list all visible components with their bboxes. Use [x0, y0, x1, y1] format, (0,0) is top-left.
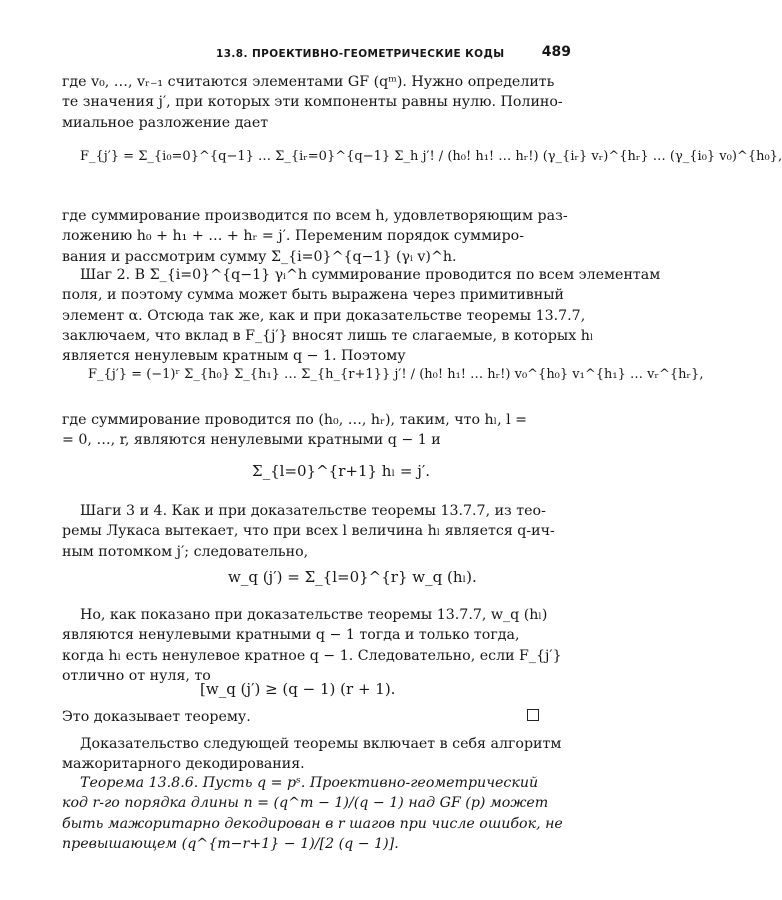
text-line: превышающем (q^{m−r+1} − 1)/[2 (q − 1)]. [62, 835, 399, 852]
paragraph-4 [62, 410, 542, 451]
paragraph-1 [62, 72, 563, 133]
text-line: когда hₗ есть ненулевое кратное q − 1. Следовательно, если F_{j′} [62, 647, 562, 664]
text-line: Теорема 13.8.6. Пусть q = pˢ. Проективно-геометрический [80, 775, 539, 791]
text-line: являются ненулевыми кратными q − 1 тогда и только тогда, [62, 627, 520, 644]
text-line: вания и рассмотрим сумму Σ_{i=0}^{q−1} (γᵢ v)^h. [62, 248, 457, 265]
text-line: отлично от нуля, то [62, 667, 211, 684]
paragraph-8 [62, 734, 562, 775]
text-line: заключаем, что вклад в F_{j′} вносят лишь те слагаемые, в которых hₗ [62, 327, 594, 344]
paragraph-2 [62, 206, 568, 267]
running-header [216, 44, 571, 66]
text-line: Шаг 2. В Σ_{i=0}^{q−1} γᵢ^h суммирование проводится по всем элементам [80, 267, 661, 283]
text-line: поля, и поэтому сумма может быть выражена через примитивный [62, 287, 564, 304]
text-line: ложению h₀ + h₁ + … + hᵣ = j′. Переменим порядок суммиро- [62, 228, 525, 245]
formula-5 [200, 680, 395, 698]
end-of-proof-mark [527, 709, 539, 721]
page-number: 489 [541, 44, 571, 60]
text-line: Но, как показано при доказательстве теоремы 13.7.7, w_q (hₗ) [80, 607, 548, 623]
section-title: 13.8. ПРОЕКТИВНО-ГЕОМЕТРИЧЕСКИЕ КОДЫ [216, 48, 505, 60]
text-line: те значения j′, при которых эти компоненты равны нулю. Полино- [62, 94, 563, 111]
text-line: является ненулевым кратным q − 1. Поэтому [62, 348, 406, 365]
formula-text: w_q (j′) = Σ_{l=0}^{r} w_q (hₗ). [228, 568, 477, 586]
paragraph-5 [62, 501, 555, 562]
text-line: Шаги 3 и 4. Как и при доказательстве теоремы 13.7.7, из тео- [80, 503, 546, 519]
text-line: где суммирование проводится по (h₀, …, hᵣ), таким, что hₗ, l = [62, 412, 528, 428]
text-line: Это доказывает теорему. [62, 709, 251, 725]
text-line: где суммирование производится по всем h, удовлетворяющим раз- [62, 208, 568, 224]
text-line: где v₀, …, vᵣ₋₁ считаются элементами GF (qᵐ). Нужно определить [62, 74, 555, 90]
formula-3 [252, 462, 430, 480]
formula-text: Σ_{l=0}^{r+1} hₗ = j′. [252, 462, 431, 480]
text-line: = 0, …, r, являются ненулевыми кратными q − 1 и [62, 432, 441, 449]
text-line: миальное разложение дает [62, 114, 269, 131]
text-line: быть мажоритарно декодирован в r шагов при числе ошибок, не [62, 815, 563, 832]
text-line: мажоритарного декодирования. [62, 756, 305, 773]
formula-text: [w_q (j′) ≥ (q − 1) (r + 1). [200, 680, 396, 698]
formula-1 [80, 146, 782, 164]
theorem-statement [62, 773, 563, 854]
text-line: ремы Лукаса вытекает, что при всех l величина hₗ является q-ич- [62, 523, 555, 540]
paragraph-7 [62, 707, 542, 727]
formula-4 [228, 568, 477, 586]
text-line: ным потомком j′; следовательно, [62, 543, 309, 560]
text-line: элемент α. Отсюда так же, как и при доказательстве теоремы 13.7.7, [62, 307, 586, 324]
formula-2 [88, 364, 703, 382]
paragraph-3 [62, 265, 661, 366]
formula-text: F_{j′} = Σ_{i₀=0}^{q−1} … Σ_{iᵣ=0}^{q−1} Σ_h j′! / (h₀! h₁! … hᵣ!) (γ_{iᵣ} vᵣ)^{hᵣ} … (γ_{i₀} v₀)^{h₀}, [80, 149, 782, 164]
text-line: код r-го порядка длины n = (q^m − 1)/(q − 1) над GF (p) может [62, 795, 549, 812]
formula-text: F_{j′} = (−1)ʳ Σ_{h₀} Σ_{h₁} … Σ_{h_{r+1}} j′! / (h₀! h₁! … hᵣ!) v₀^{h₀} v₁^{h₁} … vᵣ^{hᵣ}, [88, 367, 704, 382]
paragraph-6 [62, 605, 562, 686]
text-line: Доказательство следующей теоремы включает в себя алгоритм [80, 736, 562, 752]
